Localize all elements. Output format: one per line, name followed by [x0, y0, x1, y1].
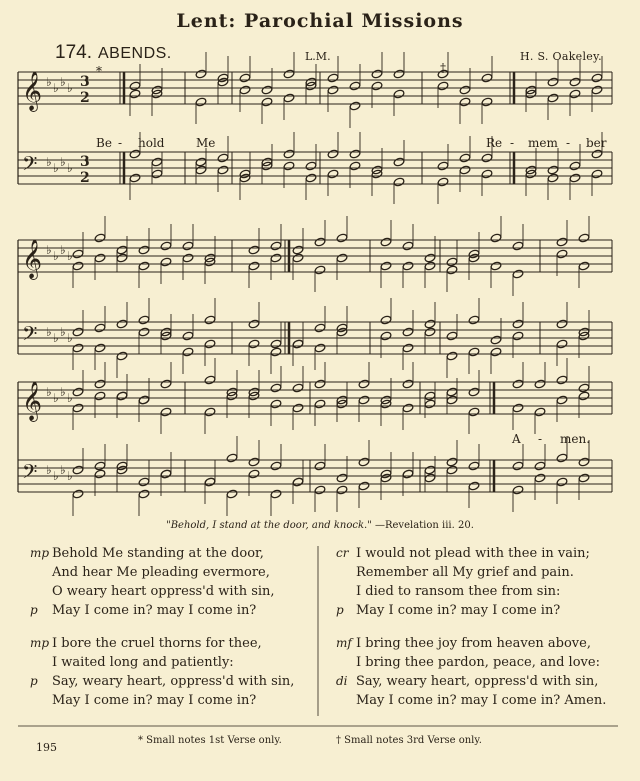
note-head: [94, 469, 106, 479]
note-head: [138, 477, 150, 487]
note-head: [138, 489, 150, 499]
note-head: [204, 315, 216, 325]
note-head: [424, 465, 436, 475]
note-head: [349, 81, 361, 91]
note-head: [292, 339, 304, 349]
verse-line: And hear Me pleading evermore,: [52, 565, 270, 580]
note-head: [459, 153, 471, 163]
note-head: [129, 81, 141, 91]
note-head: [547, 165, 559, 175]
note-head: [437, 161, 449, 171]
note-head: [490, 233, 502, 243]
note-head: [195, 165, 207, 175]
note-head: [446, 395, 458, 405]
note-head: [217, 153, 229, 163]
note-head: [270, 383, 282, 393]
note-head: [591, 169, 603, 179]
footnote-2: † Small notes 3rd Verse only.: [336, 735, 482, 746]
note-head: [94, 379, 106, 389]
flat-sign: ♭: [60, 75, 66, 89]
note-head: [270, 339, 282, 349]
lyric-syllable: ber: [586, 136, 607, 150]
verse-line: Remember all My grief and pain.: [356, 565, 574, 580]
note-head: [116, 391, 128, 401]
note-head: [512, 319, 524, 329]
note-head: [578, 391, 590, 401]
page-title: Lent: Parochial Missions: [176, 10, 464, 32]
note-head: [138, 315, 150, 325]
note-head: [393, 177, 405, 187]
verse-line: O weary heart oppress'd with sin,: [52, 584, 275, 599]
flat-sign: ♭: [60, 155, 66, 169]
flat-sign: ♭: [46, 325, 52, 339]
note-head: [380, 261, 392, 271]
note-head: [226, 489, 238, 499]
note-head: [569, 161, 581, 171]
note-head: [446, 257, 458, 267]
dynamic-mark: mf: [336, 636, 352, 650]
note-head: [248, 319, 260, 329]
flat-sign: ♭: [67, 331, 73, 345]
note-head: [226, 453, 238, 463]
note-head: [270, 399, 282, 409]
note-head: [292, 477, 304, 487]
flat-sign: ♭: [67, 469, 73, 483]
note-head: [151, 169, 163, 179]
bass-clef: 𝄢: [22, 152, 38, 180]
time-signature: 3: [80, 154, 90, 170]
note-head: [248, 457, 260, 467]
note-head: [556, 395, 568, 405]
note-head: [556, 453, 568, 463]
note-head: [138, 245, 150, 255]
time-signature: 2: [80, 170, 90, 186]
note-head: [138, 261, 150, 271]
note-head: [292, 245, 304, 255]
note-head: [459, 97, 471, 107]
note-head: [270, 253, 282, 263]
flat-sign: ♭: [53, 469, 59, 483]
note-head: [591, 149, 603, 159]
note-head: [512, 241, 524, 251]
note-head: [512, 485, 524, 495]
note-head: [424, 327, 436, 337]
note-head: [358, 379, 370, 389]
time-signature: 2: [80, 90, 90, 106]
note-head: [481, 153, 493, 163]
note-head: [116, 319, 128, 329]
note-head: [248, 469, 260, 479]
note-head: [283, 161, 295, 171]
note-head: [138, 327, 150, 337]
note-head: [534, 461, 546, 471]
note-head: [490, 261, 502, 271]
note-head: [512, 331, 524, 341]
lyric-syllable: A: [512, 432, 521, 446]
note-head: [261, 97, 273, 107]
note-head: [261, 85, 273, 95]
note-head: [446, 457, 458, 467]
note-head: [204, 407, 216, 417]
note-head: [204, 375, 216, 385]
dynamic-mark: p: [30, 603, 38, 617]
lyric-syllable: Me: [196, 136, 216, 150]
flat-sign: ♭: [60, 325, 66, 339]
verse-line: May I come in? may I come in?: [52, 603, 257, 618]
time-signature: 3: [80, 74, 90, 90]
note-head: [72, 327, 84, 337]
note-head: [292, 383, 304, 393]
note-head: [481, 73, 493, 83]
note-head: [327, 85, 339, 95]
note-head: [314, 485, 326, 495]
note-head: [402, 403, 414, 413]
note-head: [512, 461, 524, 471]
flat-sign: ♭: [67, 391, 73, 405]
lyric-syllable: mem: [528, 136, 558, 150]
flat-sign: ♭: [46, 243, 52, 257]
note-head: [314, 399, 326, 409]
dynamic-mark: p: [30, 674, 38, 688]
note-head: [138, 395, 150, 405]
verse-line: May I come in? may I come in?: [356, 603, 561, 618]
note-head: [358, 457, 370, 467]
verse-line: I would not plead with thee in vain;: [356, 546, 590, 561]
verse-2: [30, 636, 310, 712]
note-head: [371, 69, 383, 79]
flat-sign: ♭: [53, 161, 59, 175]
verse-line: May I come in? may I come in?: [52, 693, 257, 708]
note-head: [481, 97, 493, 107]
note-head: [402, 379, 414, 389]
note-head: [151, 157, 163, 167]
note-head: [512, 379, 524, 389]
flat-sign: ♭: [67, 249, 73, 263]
flat-sign: ♭: [67, 81, 73, 95]
scripture-reference: [0, 520, 640, 531]
note-head: [402, 261, 414, 271]
flat-sign: ♭: [53, 249, 59, 263]
note-head: [534, 473, 546, 483]
note-head: [393, 157, 405, 167]
composer: H. S. Oakeley.: [520, 50, 602, 63]
note-head: [556, 237, 568, 247]
lyric-syllable: Re: [486, 136, 503, 150]
note-head: [437, 177, 449, 187]
note-head: [468, 481, 480, 491]
note-head: [94, 253, 106, 263]
note-head: [578, 473, 590, 483]
note-head: [239, 73, 251, 83]
note-head: [446, 465, 458, 475]
note-head: [314, 461, 326, 471]
note-head: [72, 249, 84, 259]
verse-line: May I come in? may I come in? Amen.: [356, 693, 607, 708]
lyric-syllable: -: [118, 136, 123, 150]
note-head: [94, 461, 106, 471]
note-head: [424, 391, 436, 401]
note-head: [380, 237, 392, 247]
bass-clef: 𝄢: [22, 322, 38, 350]
note-head: [72, 261, 84, 271]
note-head: [569, 77, 581, 87]
note-head: [446, 351, 458, 361]
note-head: [204, 477, 216, 487]
footnote-1: * Small notes 1st Verse only.: [138, 735, 282, 746]
note-head: [481, 169, 493, 179]
note-head: [468, 461, 480, 471]
note-head: [349, 149, 361, 159]
bass-clef: 𝄢: [22, 460, 38, 488]
note-head: [437, 81, 449, 91]
flat-sign: ♭: [60, 243, 66, 257]
note-head: [116, 351, 128, 361]
note-head: [547, 77, 559, 87]
note-head: [270, 461, 282, 471]
note-head: [349, 101, 361, 111]
note-head: [402, 241, 414, 251]
note-head: [534, 407, 546, 417]
verse-line: I bore the cruel thorns for thee,: [52, 636, 262, 651]
verse-line: Say, weary heart, oppress'd with sin,: [52, 674, 295, 689]
note-head: [314, 343, 326, 353]
note-head: [578, 383, 590, 393]
note-head: [283, 69, 295, 79]
note-head: [270, 241, 282, 251]
note-head: [160, 257, 172, 267]
note-head: [547, 93, 559, 103]
note-head: [371, 81, 383, 91]
note-head: [72, 489, 84, 499]
note-head: [578, 233, 590, 243]
note-head: [129, 173, 141, 183]
tune-name: ABENDS.: [98, 45, 172, 62]
dynamic-mark: mp: [30, 546, 50, 560]
note-head: [129, 89, 141, 99]
note-head: [459, 165, 471, 175]
note-head: [468, 407, 480, 417]
verse-line: I waited long and patiently:: [52, 655, 234, 670]
note-head: [270, 347, 282, 357]
note-head: [195, 97, 207, 107]
flat-sign: ♭: [67, 161, 73, 175]
treble-clef: 𝄞: [22, 239, 43, 279]
note-head: [204, 339, 216, 349]
note-head: [424, 253, 436, 263]
flat-sign: ♭: [46, 385, 52, 399]
note-head: [116, 245, 128, 255]
note-head: [402, 343, 414, 353]
note-head: [283, 93, 295, 103]
note-head: [160, 241, 172, 251]
note-head: [490, 335, 502, 345]
verse-line: Say, weary heart, oppress'd with sin,: [356, 674, 599, 689]
hymn-number: 174.: [55, 42, 92, 63]
note-head: [358, 481, 370, 491]
note-head: [305, 173, 317, 183]
note-head: [305, 161, 317, 171]
note-head: [314, 237, 326, 247]
note-head: [437, 69, 449, 79]
note-head: [459, 85, 471, 95]
note-head: [556, 375, 568, 385]
note-head: [160, 469, 172, 479]
flat-sign: ♭: [60, 463, 66, 477]
note-head: [468, 347, 480, 357]
note-head: [182, 253, 194, 263]
verse-4: [336, 636, 626, 712]
note-head: [591, 73, 603, 83]
note-head: [424, 261, 436, 271]
note-head: [547, 173, 559, 183]
note-head: [424, 319, 436, 329]
note-head: [327, 73, 339, 83]
note-head: [534, 379, 546, 389]
note-head: [94, 343, 106, 353]
note-head: [270, 489, 282, 499]
note-head: [72, 343, 84, 353]
note-head: [182, 331, 194, 341]
note-head: [292, 403, 304, 413]
note-head: [468, 315, 480, 325]
note-head: [380, 331, 392, 341]
note-head: [94, 233, 106, 243]
note-head: [314, 379, 326, 389]
note-head: [591, 85, 603, 95]
note-head: [195, 69, 207, 79]
note-head: [182, 347, 194, 357]
note-head: [314, 265, 326, 275]
note-head: [116, 253, 128, 263]
note-head: [182, 241, 194, 251]
asterisk-mark: *: [96, 64, 102, 78]
note-head: [556, 249, 568, 259]
note-head: [402, 469, 414, 479]
flat-sign: ♭: [53, 81, 59, 95]
note-head: [424, 473, 436, 483]
note-head: [336, 473, 348, 483]
note-head: [94, 323, 106, 333]
note-head: [248, 339, 260, 349]
note-head: [283, 149, 295, 159]
note-head: [512, 269, 524, 279]
note-head: [195, 157, 207, 167]
note-head: [129, 149, 141, 159]
scripture-source: —Revelation iii. 20.: [374, 520, 474, 531]
flat-sign: ♭: [60, 385, 66, 399]
treble-clef: 𝄞: [22, 71, 43, 111]
treble-clef: 𝄞: [22, 381, 43, 421]
note-head: [292, 253, 304, 263]
note-head: [569, 173, 581, 183]
note-head: [402, 327, 414, 337]
note-head: [512, 403, 524, 413]
verse-line: I bring thee joy from heaven above,: [356, 636, 591, 651]
note-head: [578, 457, 590, 467]
flat-sign: ♭: [46, 75, 52, 89]
meter: L.M.: [305, 50, 331, 63]
flat-sign: ♭: [46, 463, 52, 477]
note-head: [336, 485, 348, 495]
note-head: [336, 233, 348, 243]
note-head: [336, 253, 348, 263]
lyric-syllable: hold: [138, 136, 165, 150]
note-head: [327, 149, 339, 159]
note-head: [358, 395, 370, 405]
scripture-quote: "Behold, I stand at the door, and knock.": [166, 520, 372, 531]
dynamic-mark: cr: [336, 546, 349, 560]
flat-sign: ♭: [53, 331, 59, 345]
note-head: [72, 465, 84, 475]
lyric-syllable: -: [566, 136, 571, 150]
note-head: [446, 265, 458, 275]
note-head: [556, 477, 568, 487]
lyric-syllable: men.: [560, 432, 591, 446]
note-head: [72, 387, 84, 397]
dagger-mark: †: [440, 61, 446, 75]
lyric-syllable: -: [538, 432, 543, 446]
note-head: [490, 347, 502, 357]
note-head: [239, 85, 251, 95]
note-head: [578, 261, 590, 271]
note-head: [72, 403, 84, 413]
verse-line: Behold Me standing at the door,: [52, 546, 264, 561]
lyric-syllable: Be: [96, 136, 112, 150]
note-head: [569, 89, 581, 99]
note-head: [248, 261, 260, 271]
flat-sign: ♭: [46, 155, 52, 169]
note-head: [393, 89, 405, 99]
note-head: [446, 387, 458, 397]
note-head: [217, 165, 229, 175]
note-head: [468, 387, 480, 397]
dynamic-mark: p: [336, 603, 344, 617]
page-number: 195: [36, 741, 57, 754]
note-head: [248, 245, 260, 255]
verse-line: I died to ransom thee from sin:: [356, 584, 561, 599]
note-head: [424, 399, 436, 409]
note-head: [393, 69, 405, 79]
flat-sign: ♭: [53, 391, 59, 405]
note-head: [556, 339, 568, 349]
dynamic-mark: mp: [30, 636, 50, 650]
lyric-syllable: -: [510, 136, 515, 150]
note-head: [160, 407, 172, 417]
verse-line: I bring thee pardon, peace, and love:: [356, 655, 600, 670]
note-head: [349, 161, 361, 171]
note-head: [556, 319, 568, 329]
note-head: [446, 331, 458, 341]
note-head: [327, 169, 339, 179]
verse-3: [336, 546, 626, 622]
dynamic-mark: di: [336, 674, 348, 688]
note-head: [160, 379, 172, 389]
note-head: [94, 391, 106, 401]
verse-1: [30, 546, 310, 622]
note-head: [314, 323, 326, 333]
note-head: [380, 315, 392, 325]
